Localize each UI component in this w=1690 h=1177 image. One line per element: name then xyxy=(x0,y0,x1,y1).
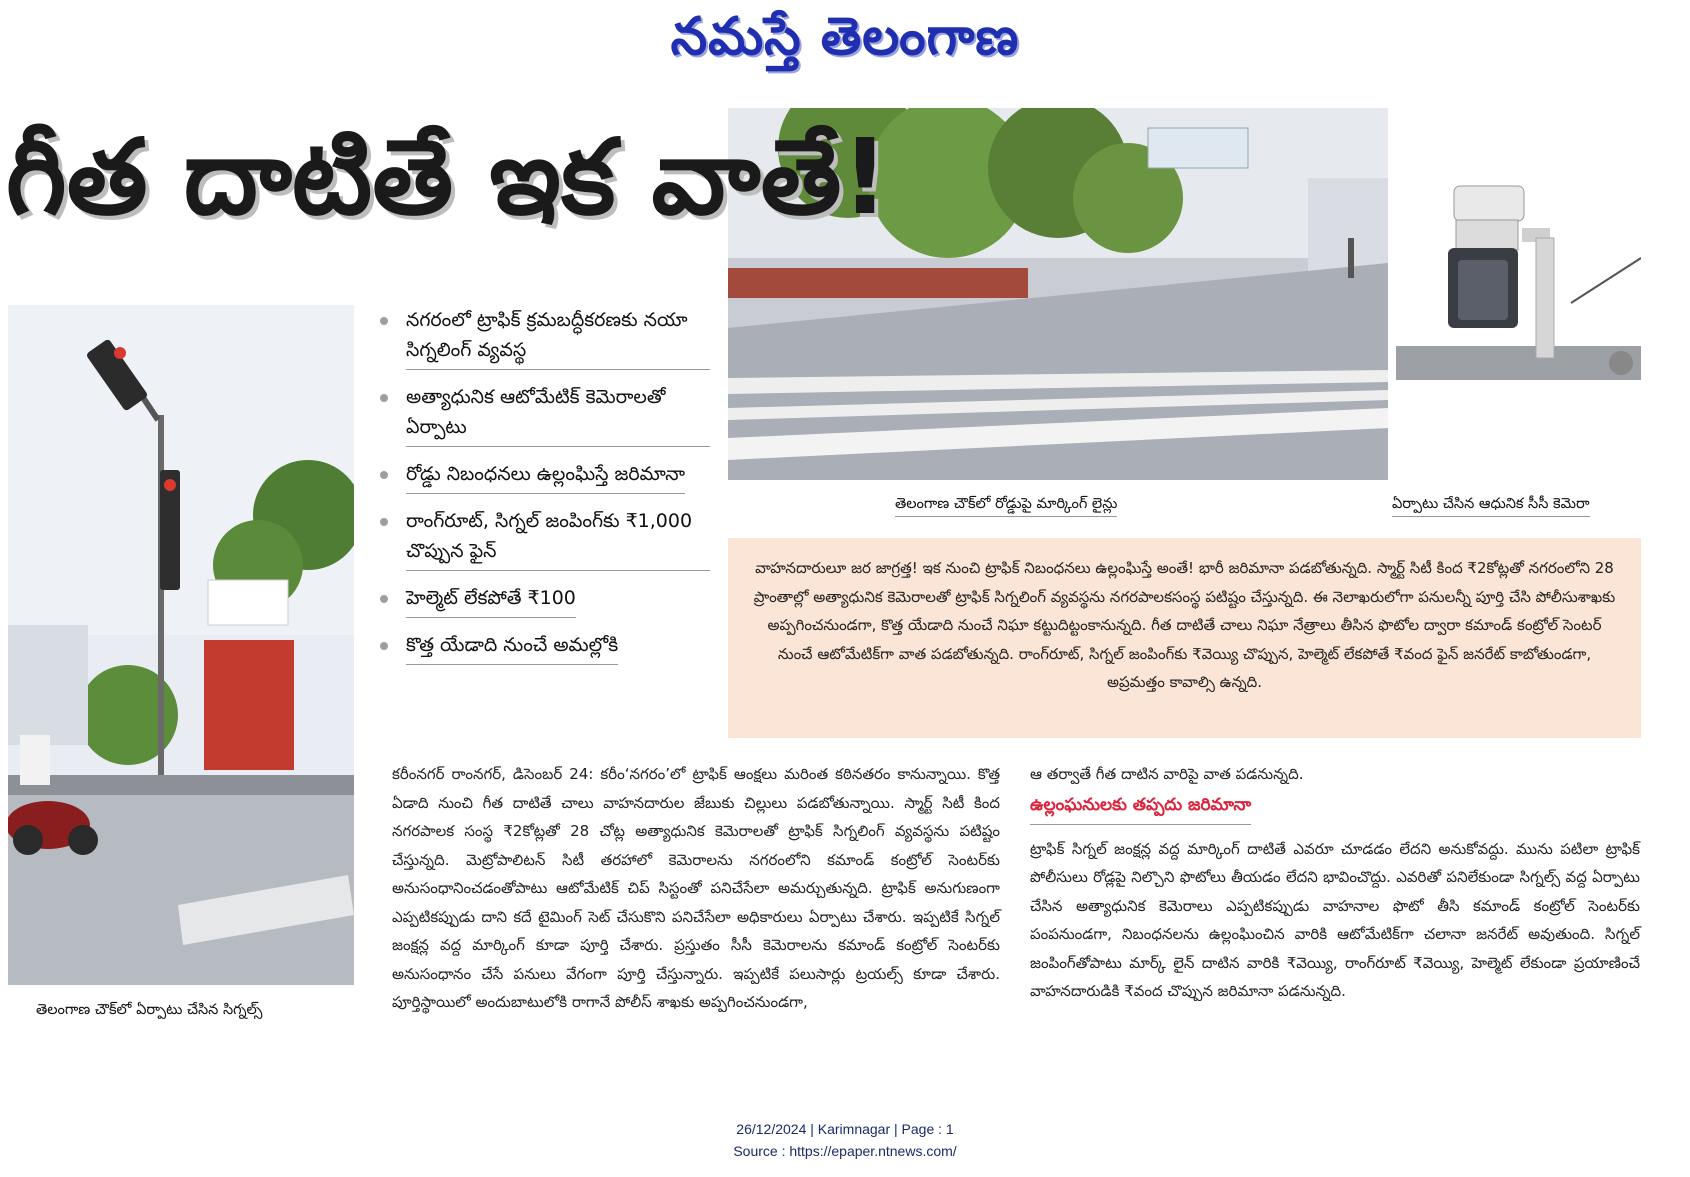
camera-photo-caption: ఏర్పాటు చేసిన ఆధునిక సీసీ కెమెరా xyxy=(1392,496,1590,516)
headline: గీత దాటితే ఇక వాతే! xyxy=(6,116,889,238)
list-item: రోడ్డు నిబంధనలు ఉల్లంఘిస్తే జరిమానా xyxy=(380,459,710,494)
list-item: కొత్త యేడాది నుంచే అమల్లోకి xyxy=(380,630,710,665)
bullet-icon xyxy=(380,642,388,650)
column-2-lead: ఆ తర్వాతే గీత దాటిన వారిపై వాత పడనున్నది. xyxy=(1030,765,1304,783)
article-body-column-1: కరీంనగర్ రాంనగర్, డిసెంబర్ 24: కరీం‘నగరం’లో ట్రాఫిక్ ఆంక్షలు మరింత కఠినతరం కానున్నాయి. కొత్త ఏడాది నుంచి గీత దాటితే చాలు వాహనదారుల జేబుకు చిల్లులు పడబోతున్నాయి. స్మార్ట్ సిటీ కింద నగరపాలక సంస్థ ₹2కోట్లతో 28 చోట్ల అత్యాధునిక కెమెరాలతో ట్రాఫిక్ సిగ్నలింగ్ వ్యవస్థను పటిష్టం చేస్తున్నది. మెట్రోపాలిటన్ సిటీ తరహాలో కెమెరాలను నగరంలోని కమాండ్ కంట్రోల్ సెంటర్‌కు అనుసంధానించడంతోపాటు ఆటోమేటిక్ చిప్ సిస్టంతో పనిచేసేలా అమర్చుతున్నది. ట్రాఫిక్ అనుగుణంగా ఎప్పటికప్పుడు దాని కదే టైమింగ్ సెట్ చేసుకొని పనిచేసేలా అధికారులు ఏర్పాటు చేశారు. ఇప్పటికే సిగ్నల్ జంక్షన్ల వద్ద మార్కింగ్ కూడా పూర్తి చేశారు. ప్రస్తుతం సీసీ కెమెరాలను కమాండ్ కంట్రోల్ సెంటర్‌కు అనుసంధానం చేసే పనులు వేగంగా పూర్తి చేస్తున్నారు. ఇప్పటికే పలుసార్లు ట్రయల్స్ కూడా చేశారు. పూర్తిస్థాయిలో అందుబాటులోకి రాగానే పోలీస్ శాఖకు అప్పగించనుండగా, xyxy=(392,765,1000,1011)
footer-source: Source : https://epaper.ntnews.com/ xyxy=(733,1143,957,1159)
bullet-icon xyxy=(380,394,388,402)
traffic-signal-photo xyxy=(8,305,354,985)
list-item: రాంగ్‌రూట్, సిగ్నల్ జంపింగ్‌కు ₹1,000 చొప్పున ఫైన్ xyxy=(380,506,710,571)
subheading: ఉల్లంఘనులకు తప్పదు జరిమానా xyxy=(1030,795,1251,825)
column-2-text: ట్రాఫిక్ సిగ్నల్ జంక్షన్ల వద్ద మార్కింగ్ దాటితే ఎవరూ చూడడం లేదని అనుకోవద్దు. మును పటిలా ట్రాఫిక్ పోలీసులు రోడ్లపై నిల్చొని ఫొటోలు తీయడం లేదని భావించొద్దు. ఎవరితో పనిలేకుండా సిగ్నల్స్ వద్ద ఏర్పాటు చేసిన అత్యాధునిక కెమెరాలు ఎప్పటికప్పుడు వాహనాల ఫొటో తీసి కమాండ్ కంట్రోల్ సెంటర్‌కు పంపనుండగా, నిబంధనలను ఉల్లంఘించిన వారికి ఆటోమేటిక్‌గా చలానా జనరేట్ అవుతుంది. సిగ్నల్ జంపింగ్‌తోపాటు మార్క్ లైన్ దాటిన వారికి ₹వెయ్యి, రాంగ్‌రూట్ ₹వెయ్యి, హెల్మెట్ లేకుండా ప్రయాణించే వాహనదారుడికి ₹వంద చొప్పున జరిమానా పడనున్నది. xyxy=(1030,839,1640,1000)
list-item: అత్యాధునిక ఆటోమేటిక్ కెమెరాలతో ఏర్పాటు xyxy=(380,382,710,447)
road-photo-caption: తెలంగాణ చౌక్‌లో రోడ్డుపై మార్కింగ్ లైన్లు xyxy=(895,496,1117,516)
footer xyxy=(0,1118,1690,1162)
footer-dateline: 26/12/2024 | Karimnagar | Page : 1 xyxy=(736,1121,954,1137)
bullet-icon xyxy=(380,471,388,479)
bullet-icon xyxy=(380,518,388,526)
list-item: హెల్మెట్ లేకపోతే ₹100 xyxy=(380,583,710,618)
bullet-icon xyxy=(380,317,388,325)
highlights-list xyxy=(380,305,710,677)
masthead-logo: నమస్తే తెలంగాణ xyxy=(670,6,1020,67)
bullet-icon xyxy=(380,595,388,603)
list-item: నగరంలో ట్రాఫిక్ క్రమబద్ధీకరణకు నయా సిగ్నలింగ్ వ్యవస్థ xyxy=(380,305,710,370)
summary-box: వాహనదారులూ జర జాగ్రత్త! ఇక నుంచి ట్రాఫిక్ నిబంధనలు ఉల్లంఘిస్తే అంతే! భారీ జరిమానా పడబోతున్నది. స్మార్ట్ సిటీ కింద ₹2కోట్లతో నగరంలోని 28 ప్రాంతాల్లో అత్యాధునిక కెమెరాలతో ట్రాఫిక్ సిగ్నలింగ్ వ్యవస్థను నగరపాలకసంస్థ పటిష్టం చేస్తున్నది. ఈ నెలాఖరులోగా పనులన్నీ పూర్తి చేసి పోలీసుశాఖకు అప్పగించనుండగా, కొత్త యేడాది నుంచే నిఘా కట్టుదిట్టంకానున్నది. గీత దాటితే చాలు నిఘా నేత్రాలు తీసిన ఫొటోల ద్వారా కమాండ్ కంట్రోల్ సెంటర్ నుంచే ఆటోమేటిక్‌గా వాత పడబోతున్నది. రాంగ్‌రూట్, సిగ్నల్ జంపింగ్‌కు ₹వెయ్యి చొప్పున, హెల్మెట్ లేకపోతే ₹వంద ఫైన్ జనరేట్ కాబోతుండగా, అప్రమత్తం కావాల్సి ఉన్నది. xyxy=(728,538,1641,738)
cctv-camera-photo xyxy=(1396,108,1641,480)
subheading-wrap xyxy=(1030,795,1640,825)
article-body-column-2 xyxy=(1030,760,1640,1006)
signal-photo-caption: తెలంగాణ చౌక్‌లో ఏర్పాటు చేసిన సిగ్నల్స్ xyxy=(36,1002,263,1018)
